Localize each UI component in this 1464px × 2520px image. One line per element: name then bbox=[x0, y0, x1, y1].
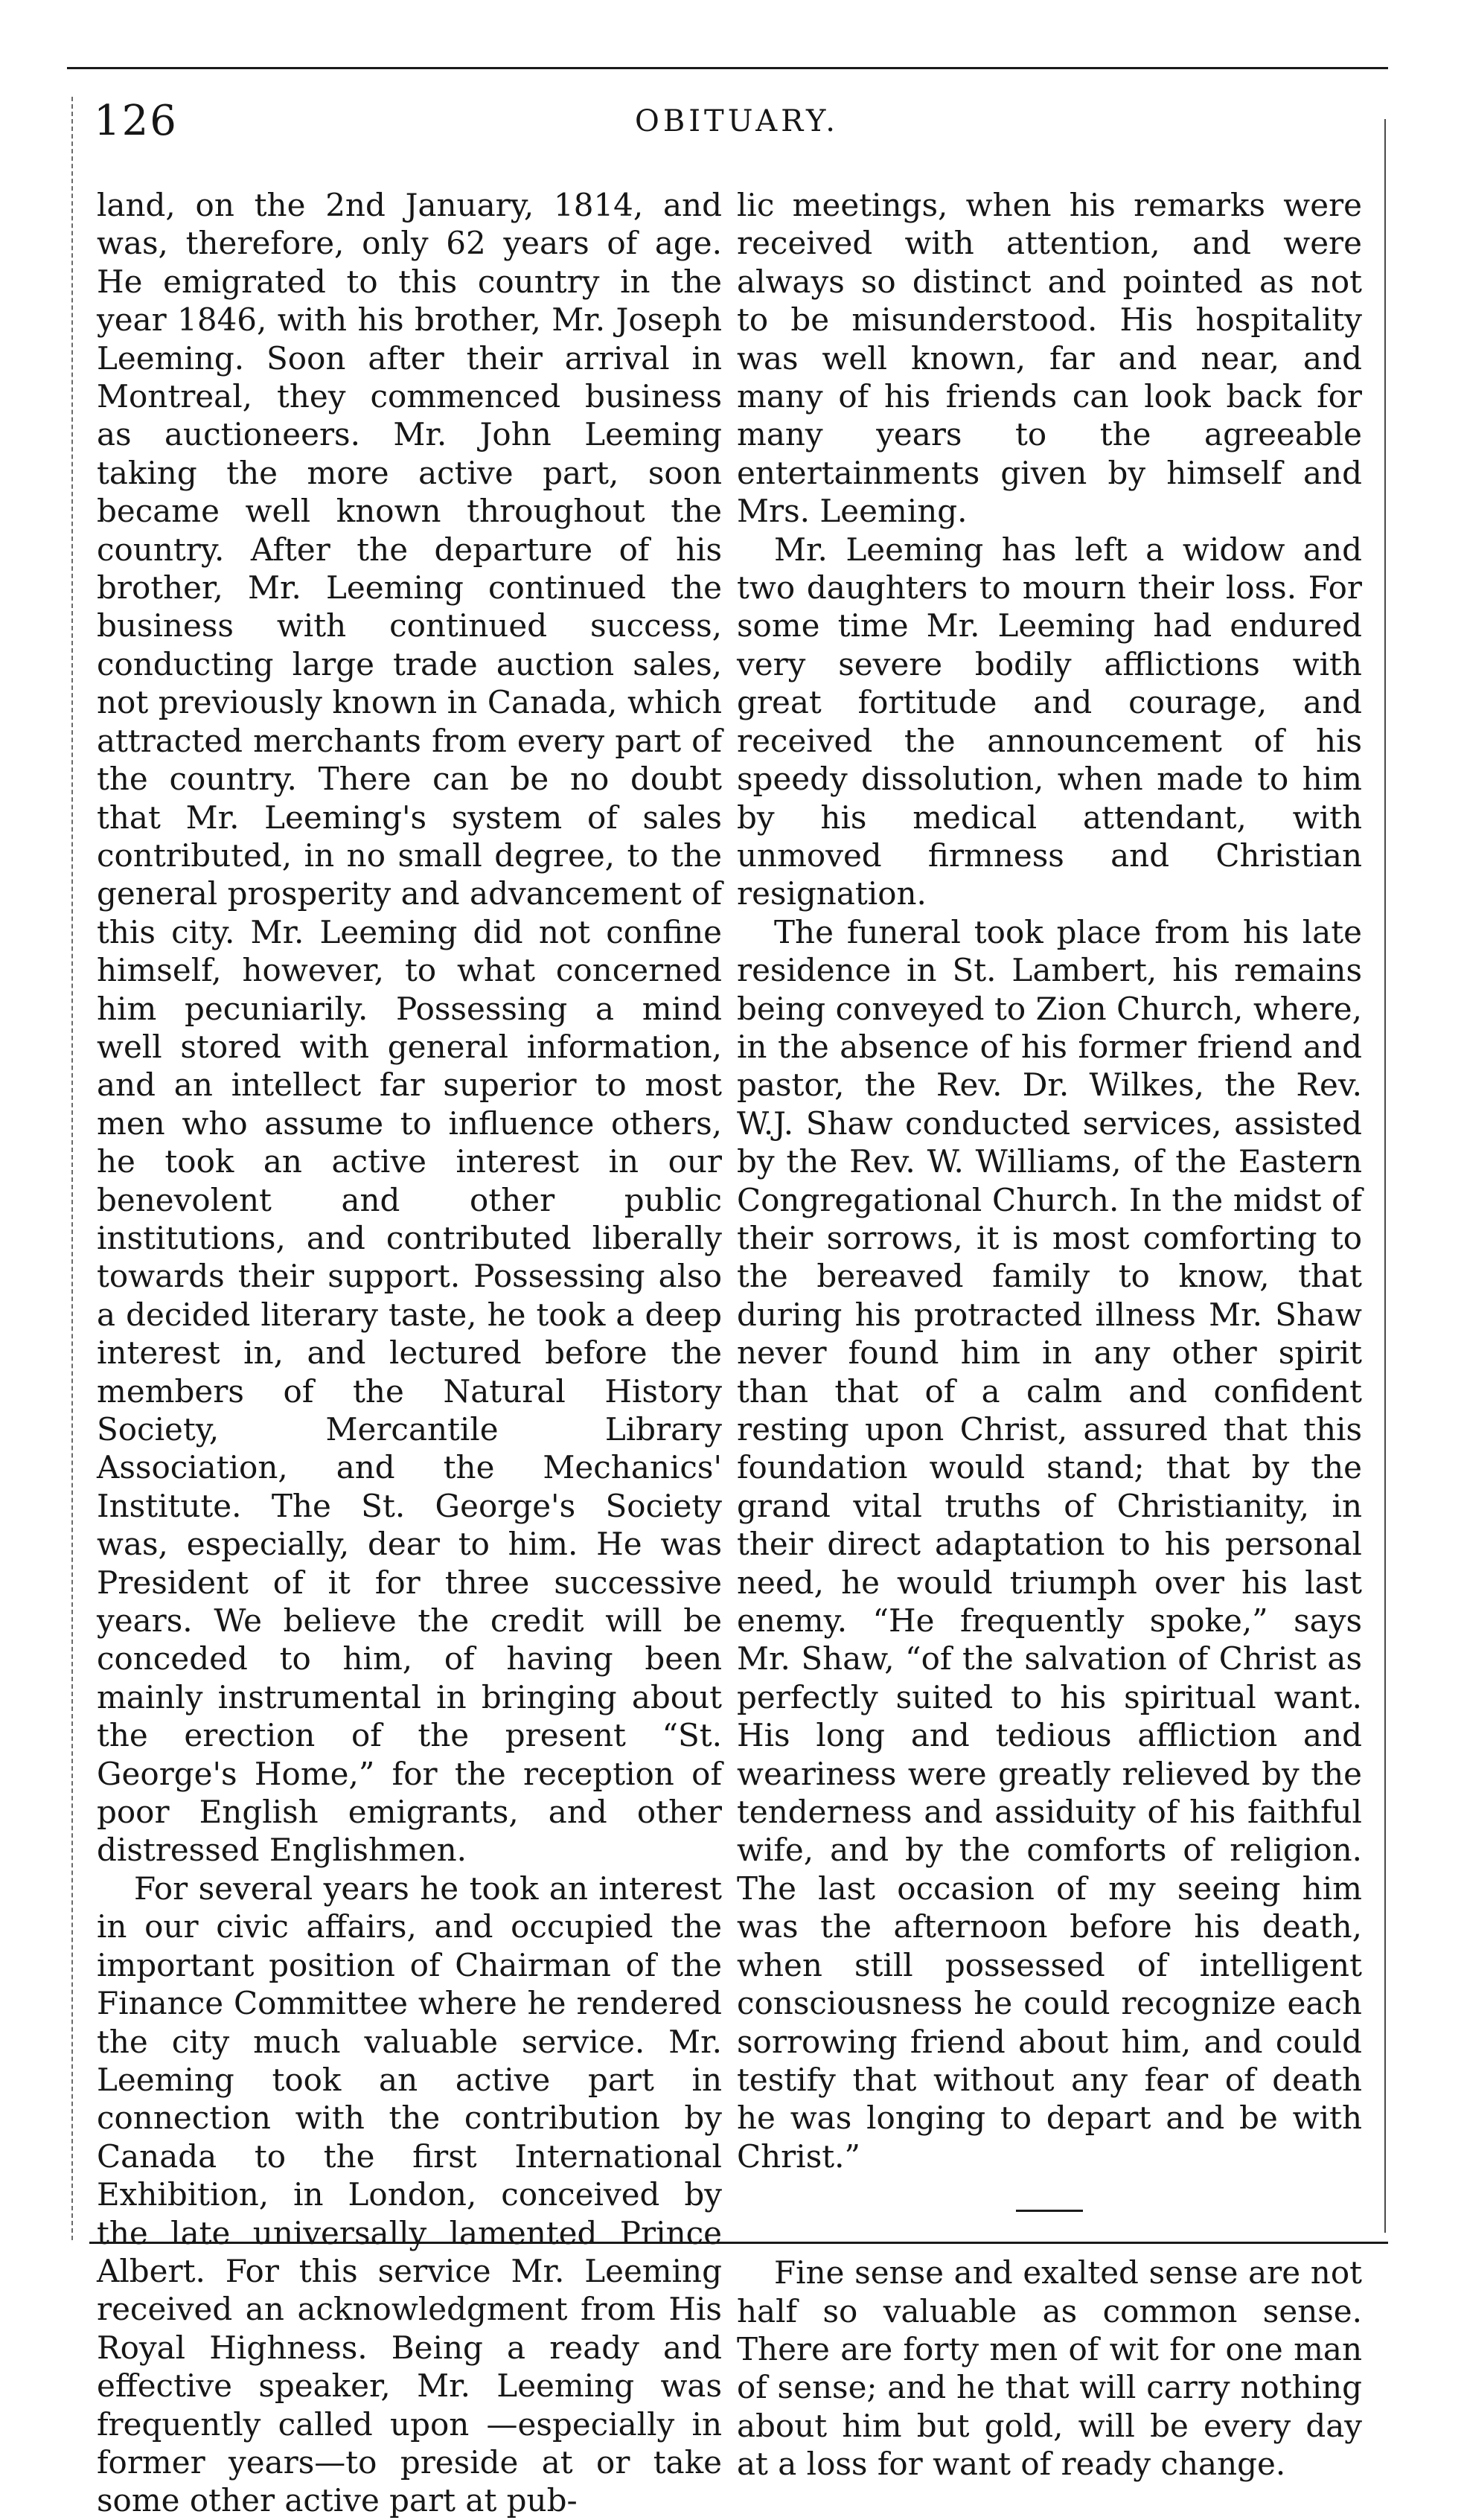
page-header bbox=[89, 97, 1384, 156]
left-margin-rule bbox=[71, 97, 73, 2240]
right-margin-rule bbox=[1384, 119, 1386, 2233]
filler-paragraph: Fine sense and exalted sense are not half so valuable as common sense. There are forty men of wit for one man of sense; and he that will carry nothing about him but gold, will be every day at a loss for want of ready change. bbox=[737, 2254, 1362, 2483]
top-rule bbox=[67, 67, 1388, 69]
page-number: 126 bbox=[94, 97, 178, 145]
paragraph-right-2: Mr. Leeming has left a widow and two daughters to mourn their loss. For some time Mr. Leeming had endured very severe bodily afflictions with great fortitude and courage, and received the announcement of his speedy dissolution, when made to him by his medical attendant, with unmoved firmness and Christian resignation. bbox=[737, 531, 1362, 912]
running-title: OBITUARY. bbox=[635, 104, 839, 138]
left-column bbox=[97, 186, 722, 2520]
bottom-rule bbox=[89, 2242, 1388, 2244]
paragraph-right-3: The funeral took place from his late residence in St. Lambert, his remains being conveyed to Zion Church, where, in the absence of his former friend and pastor, the Rev. Dr. Wilkes, the Rev. W.J. Shaw conducted services, assisted by the Rev. W. Williams, of the Eastern Congregational Church. In the midst of their sorrows, it is most comforting to the bereaved family to know, that during his protracted illness Mr. Shaw never found him in any other spirit than that of a calm and confident resting upon Christ, assured that this foundation would stand; that by the grand vital truths of Christianity, in their direct adaptation to his personal need, he would triumph over his last enemy. “He frequently spoke,” says Mr. Shaw, “of the salvation of Christ as perfectly suited to his spiritual want. His long and tedious affliction and weariness were greatly relieved by the tenderness and assiduity of his faithful wife, and by the comforts of religion. The last occasion of my seeing him was the afternoon before his death, when still possessed of intelligent consciousness he could recognize each sorrowing friend about him, and could testify that without any fear of death he was longing to depart and be with Christ.” bbox=[737, 913, 1362, 2175]
right-column bbox=[737, 186, 1362, 2484]
paragraph-left-2: For several years he took an interest in our civic affairs, and occupied the important position of Chairman of the Finance Committee where he rendered the city much valuable service. Mr. Leeming took an active part in connection with the contribution by Canada to the first International Exhibition, in London, conceived by the late universally lamented Prince Albert. For this service Mr. Leeming received an acknowledgment from His Royal Highness. Being a ready and effective speaker, Mr. Leeming was frequently called upon —especially in former years—to preside at or take some other active part at pub- bbox=[97, 1870, 722, 2519]
paragraph-left-1: land, on the 2nd January, 1814, and was, therefore, only 62 years of age. He emigrated to this country in the year 1846, with his brother, Mr. Joseph Leeming. Soon after their arrival in Montreal, they commenced business as auctioneers. Mr. John Leeming taking the more active part, soon became well known throughout the country. After the departure of his brother, Mr. Leeming continued the business with continued success, conducting large trade auction sales, not previously known in Canada, which attracted merchants from every part of the country. There can be no doubt that Mr. Leeming's system of sales contributed, in no small degree, to the general prosperity and advancement of this city. Mr. Leeming did not confine himself, however, to what concerned him pecuniarily. Possessing a mind well stored with general information, and an intellect far superior to most men who assume to influence others, he took an active interest in our benevolent and other public institutions, and contributed liberally towards their support. Possessing also a decided literary taste, he took a deep interest in, and lectured before the members of the Natural History Society, Mercantile Library Association, and the Mechanics' Institute. The St. George's Society was, especially, dear to him. He was President of it for three successive years. We believe the credit will be conceded to him, of having been mainly instrumental in bringing about the erection of the present “St. George's Home,” for the reception of poor English emigrants, and other distressed Englishmen. bbox=[97, 187, 722, 1869]
paragraph-right-1: lic meetings, when his remarks were received with attention, and were always so distinct and pointed as not to be misunderstood. His hospitality was well known, far and near, and many of his friends can look back for many years to the agreeable entertainments given by himself and Mrs. Leeming. bbox=[737, 187, 1362, 530]
section-divider bbox=[1016, 2210, 1083, 2212]
